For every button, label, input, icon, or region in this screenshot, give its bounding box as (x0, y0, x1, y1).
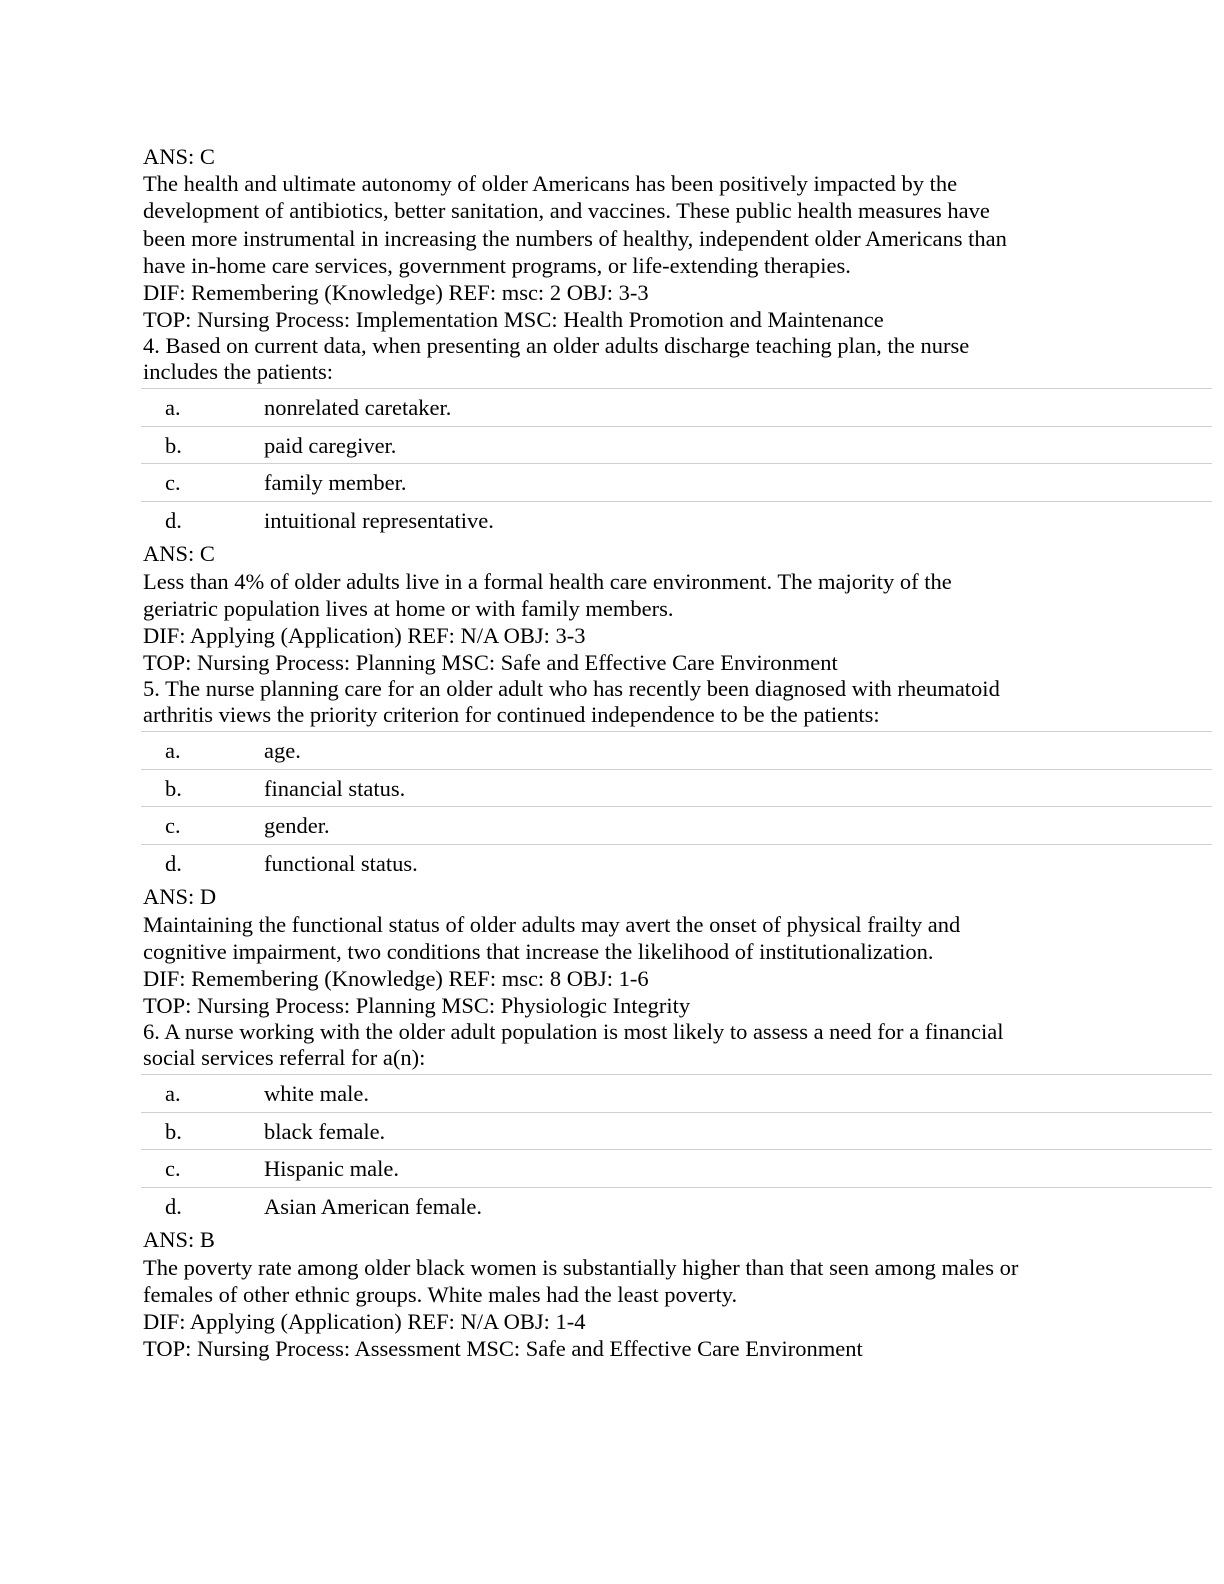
choice-letter: c. (165, 470, 181, 496)
choice-letter: d. (165, 850, 182, 876)
choice-letter: a. (165, 738, 181, 764)
choice-text: gender. (264, 813, 330, 839)
choice-text: white male. (264, 1081, 369, 1107)
choice-row (141, 501, 1212, 539)
answer-key: ANS: C (143, 144, 215, 169)
answer-choices (141, 388, 1212, 538)
rationale-line: Less than 4% of older adults live in a formal health care environment. The majority of the (143, 568, 952, 594)
question-4 (143, 333, 1213, 676)
choice-row (141, 1112, 1212, 1150)
rationale-line: The health and ultimate autonomy of older Americans has been positively impacted by the (143, 171, 958, 197)
choice-text: Asian American female. (264, 1193, 483, 1219)
choice-text: age. (264, 738, 301, 764)
difficulty-reference: DIF: Remembering (Knowledge) REF: msc: 2 OBJ: 3-3 (143, 280, 649, 306)
rationale-line: The poverty rate among older black women is substantially higher than that seen among males or (143, 1254, 1019, 1280)
choice-letter: c. (165, 813, 181, 839)
answer-key: ANS: D (143, 884, 217, 910)
difficulty-reference: DIF: Applying (Application) REF: N/A OBJ: 1-4 (143, 1309, 586, 1335)
rationale-line: development of antibiotics, better sanitation, and vaccines. These public health measures have (143, 198, 990, 224)
answer-choices (141, 1074, 1212, 1224)
page-content (143, 143, 1213, 1362)
topic-category: TOP: Nursing Process: Implementation MSC: Health Promotion and Maintenance (143, 307, 884, 333)
choice-row (141, 844, 1212, 882)
choice-row (141, 463, 1212, 501)
rationale-line: females of other ethnic groups. White males had the least poverty. (143, 1281, 738, 1307)
answer-key: ANS: B (143, 1227, 215, 1253)
choice-row (141, 1074, 1212, 1112)
rationale-line: cognitive impairment, two conditions that increase the likelihood of institutionalization. (143, 938, 934, 964)
choice-row (141, 731, 1212, 769)
choice-text: black female. (264, 1118, 386, 1144)
rationale-line: Maintaining the functional status of older adults may avert the onset of physical frailty and (143, 911, 961, 937)
choice-letter: c. (165, 1156, 181, 1182)
answer-choices (141, 731, 1212, 881)
choice-row (141, 1149, 1212, 1187)
choice-letter: a. (165, 1081, 181, 1107)
choice-row (141, 769, 1212, 807)
answer-block-q3 (143, 143, 1213, 333)
rationale-line: geriatric population lives at home or with family members. (143, 595, 674, 621)
choice-letter: b. (165, 432, 182, 458)
choice-text: paid caregiver. (264, 432, 397, 458)
choice-row (141, 806, 1212, 844)
choice-text: financial status. (264, 775, 406, 801)
rationale-line: been more instrumental in increasing the numbers of healthy, independent older Americans than (143, 225, 1007, 251)
question-stem: arthritis views the priority criterion for continued independence to be the patients: (143, 702, 880, 728)
question-stem: 5. The nurse planning care for an older adult who has recently been diagnosed with rheumatoid (143, 676, 1000, 702)
question-stem: 4. Based on current data, when presenting an older adults discharge teaching plan, the nurse (143, 333, 970, 359)
choice-text: Hispanic male. (264, 1156, 399, 1182)
choice-letter: b. (165, 1118, 182, 1144)
difficulty-reference: DIF: Applying (Application) REF: N/A OBJ: 3-3 (143, 623, 586, 649)
difficulty-reference: DIF: Remembering (Knowledge) REF: msc: 8 OBJ: 1-6 (143, 966, 649, 992)
choice-text: nonrelated caretaker. (264, 395, 452, 421)
choice-letter: d. (165, 507, 182, 533)
choice-text: intuitional representative. (264, 507, 494, 533)
question-stem: 6. A nurse working with the older adult population is most likely to assess a need for a financial (143, 1019, 1004, 1045)
question-stem: social services referral for a(n): (143, 1045, 426, 1071)
choice-row (141, 388, 1212, 426)
topic-category: TOP: Nursing Process: Planning MSC: Physiologic Integrity (143, 993, 691, 1019)
question-stem: includes the patients: (143, 359, 333, 385)
question-6 (143, 1019, 1213, 1362)
question-5 (143, 676, 1213, 1019)
choice-row (141, 426, 1212, 464)
topic-category: TOP: Nursing Process: Assessment MSC: Safe and Effective Care Environment (143, 1336, 863, 1362)
choice-letter: d. (165, 1193, 182, 1219)
choice-letter: a. (165, 395, 181, 421)
rationale-line: have in-home care services, government programs, or life-extending therapies. (143, 252, 851, 278)
choice-text: functional status. (264, 850, 418, 876)
topic-category: TOP: Nursing Process: Planning MSC: Safe and Effective Care Environment (143, 650, 838, 676)
answer-key: ANS: C (143, 541, 215, 567)
choice-letter: b. (165, 775, 182, 801)
choice-text: family member. (264, 470, 407, 496)
choice-row (141, 1187, 1212, 1225)
